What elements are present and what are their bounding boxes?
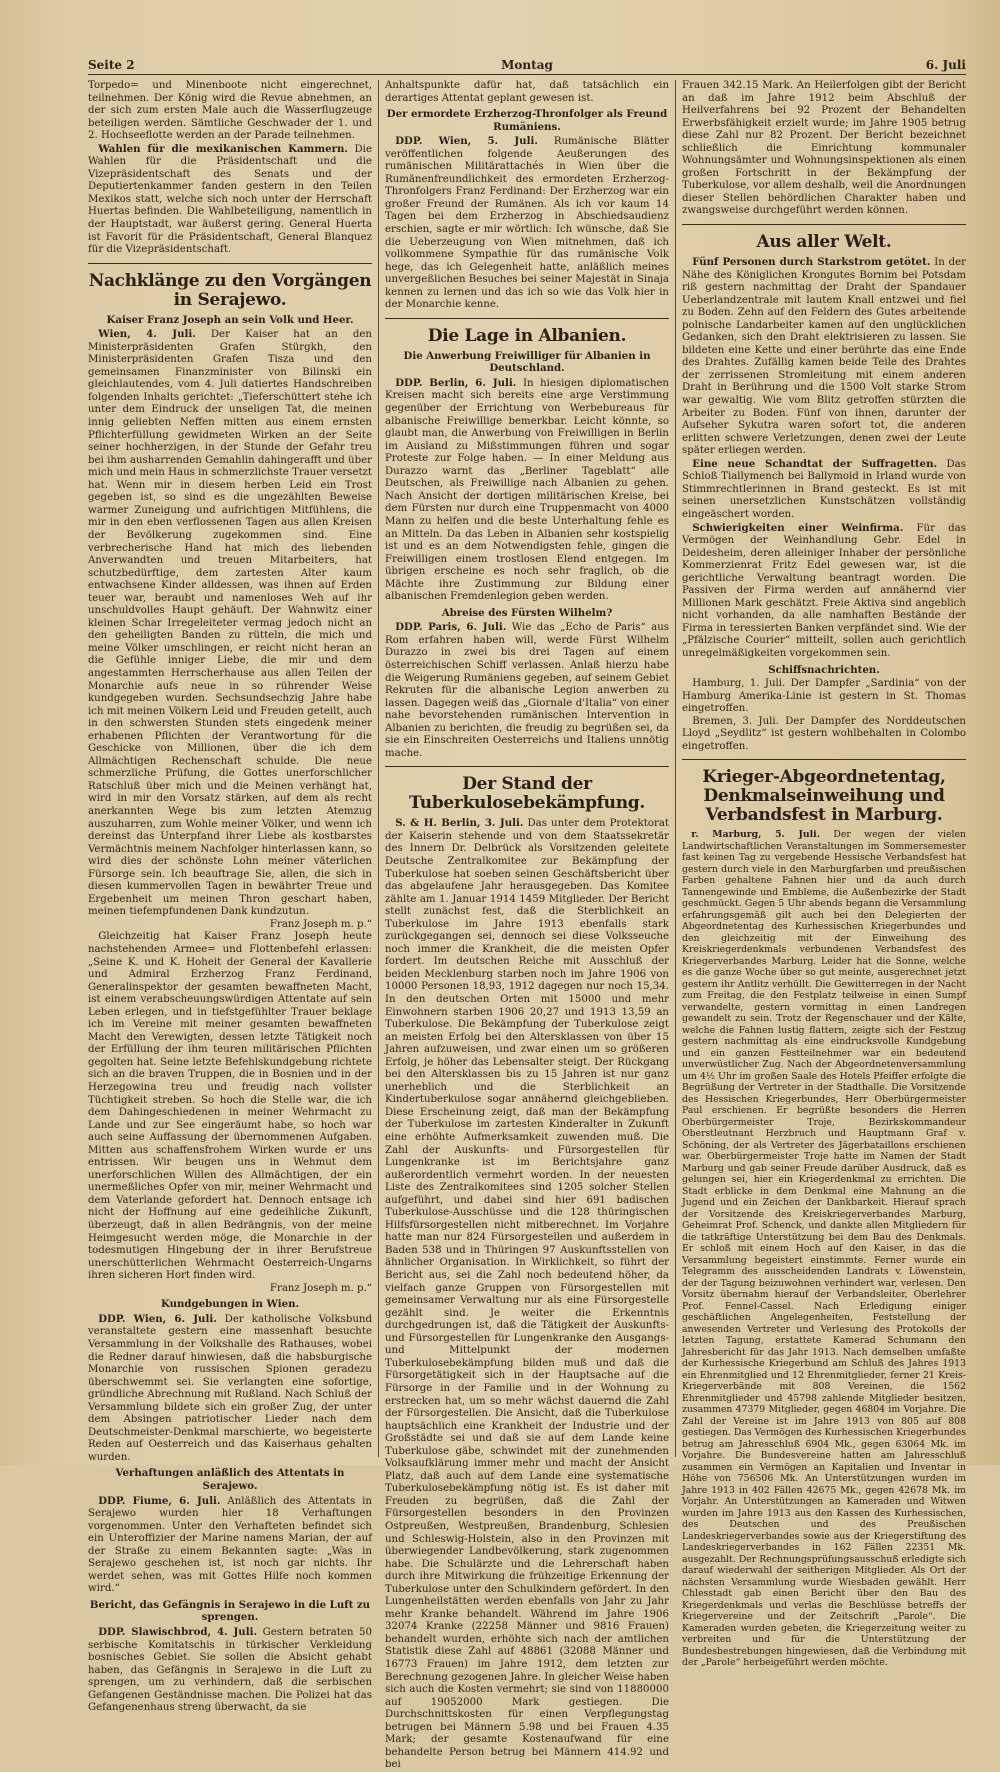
page-number: Seite 2 (88, 58, 135, 72)
weekday: Montag (501, 58, 553, 72)
article-fragment: Torpedo= und Minenboote nicht eingerechnet, teilnehmen. Der König wird die Revue abnehmen, an der sich zum ersten Male auch die Wasserflugzeuge beteiligen werden. Sämtliche Geschwader der 1. und 2. Hochseeflotte werden an der Parade teilnehmen. (88, 80, 372, 142)
headline-krieger: Krieger-Abgeordnetentag, Denkmalseinweihung und Verbandsfest in Marburg. (702, 767, 946, 826)
headline-serajewo: Nachklänge zu den Vorgängen in Serajewo. (88, 270, 372, 310)
headline-aus-aller-welt: Aus aller Welt. (756, 232, 892, 253)
signature: Franz Joseph m. p.“ (269, 1282, 372, 1294)
divider (385, 318, 669, 319)
article-kaiser: Wien, 4. Juli. Der Kaiser hat an den Ministerpräsidenten Grafen Stürgkh, den Ministerpräsidenten Grafen Tisza und den gemeinsamen Finanzminister von Bilinski ein gleichlautendes, vom 4. Juli datiertes Handschreiben folgenden Inhalts gerichtet: „Tieferschüttert stehe ich unter dem Eindruck der unseligen Tat, die meinen innig geliebten Neffen mitten aus einem ernsten Pflichterfüllung gewidmeten Wirken an der Seite seiner hochherzigen, in der Stunde der Gefahr treu bei ihm ausharrenden Gemahlin dahingerafft und über mich und mein Haus in schmerzlichste Trauer versetzt hat. Wenn mir in diesem herben Leid ein Trost gegeben ist, so sind es die ungezählten Beweise warmer Zuneigung und aufrichtigen Mitfühlens, die mir in den eben verflossenen Tagen aus allen Kreisen der Bevölkerung zugekommen sind. Eine verbrecherische Hand hat mich des liebenden Anverwandten und treuen Mitarbeiters, hat schutzbedürftige, dem zartesten Alter kaum entwachsene Kinder alldessen, was ihnen auf Erden teuer war, beraubt und namenloses Weh auf ihr unschuldvolles Haupt gehäuft. Der Wahnwitz einer kleinen Schar Irregeleiteter vermag jedoch nicht an den geheiligten Banden zu rütteln, die mich und meine Völker umschlingen, er reicht nicht heran an die Gefühle inniger Liebe, die mir und dem angestammten Herrscherhause aus allen Teilen der Monarchie aufs neue in so rührender Weise kundgegeben wurden. Sechsundsechzig Jahre habe ich mit meinen Völkern Leid und Freuden geteilt, auch in den schwersten Stunden stets eingedenk meiner erhabenen Pflichten der Verantwortung für die Geschicke von Millionen, über die ich dem Allmächtigen Rechenschaft schulde. Die neue schmerzliche Prüfung, die Gottes unerforschlicher Ratschluß über mich und die Meinen verhängt hat, wird in mir den Vorsatz stärken, auf dem als recht anerkannten Wege bis zum letzten Atemzug auszuharren, zum Wohle meiner Völker, und wenn ich dereinst das Unterpfand ihrer Liebe als kostbarstes Vermächtnis meinem Nachfolger hinterlassen kann, so wird dies der schönste Lohn meiner väterlichen Fürsorge sein. Ich beauftrage Sie, allen, die sich in diesen kummervollen Tagen in bewährter Treue und Ergebenheit um meinen Thron geschart haben, meinen tiefempfundenen Dank kundzutun. (88, 328, 372, 918)
article-verhaftungen: DDP. Fiume, 6. Juli. Anläßlich des Attentats in Serajewo wurden hier 18 Verhaftungen vorgenommen. Unter den Verhafteten befindet sich ein Unteroffizier der Marine namens Marian, der auf der Straße zu einem Bekannten sagte: „Was in Serajewo geschehen ist, ist noch gar nichts. Ihr werdet sehen, was mit Gottes Hilfe noch kommen wird.“ (88, 1494, 372, 1595)
subhead-kaiser: Kaiser Franz Joseph an sein Volk und Heer. (106, 313, 354, 326)
article-fragment: Frauen 342.15 Mark. An Heilerfolgen gibt der Bericht an daß im Jahre 1912 beim Abschluß der Heilverfahrens bei 92 Prozent der Behandelten Erwerbsfähigkeit erzielt wurde; im Jahre 1905 betrug diese Zahl nur 82 Prozent. Der Bericht bezeichnet schließlich die Einrichtung kommunaler Wohnungsämter und Wohnungsinspektionen als einen großen Fortschritt in der Bekämpfung der Tuberkulose, vor allem deshalb, weil die Anordnungen dieser Stellen behördlichen Charakter haben und zwangsweise durchgeführt werden können. (682, 80, 966, 217)
article-albanien: DDP. Berlin, 6. Juli. In hiesigen diplomatischen Kreisen macht sich bereits eine arge Verstimmung gegenüber der Errichtung von Werbebureaus für albanische Freiwillige bemerkbar. Leicht könnte, so glaubt man, die Anwerbung von Freiwilligen in Berlin im Ausland zu Mißstimmungen führen und sogar Proteste zur Folge haben. — In einer Meldung aus Durazzo warnt das „Berliner Tageblatt“ alle Deutschen, als Freiwillige nach Albanien zu gehen. Nach Ansicht der dortigen militärischen Kreise, bei dem Fürsten nur durch eine Truppenmacht von 4000 Mann zu helfen und die beste Unterhaltung fehle es an Mitteln. Da das Leben in Albanien sehr kostspielig ist und es an dem Notwendigsten fehle, gingen die Freiwilligen einem trostlosen Elend entgegen. Im übrigen erscheine es noch sehr fraglich, ob die Mächte ihre Zustimmung zur Bildung einer albanischen Fremdenlegion geben werden. (385, 376, 669, 603)
divider (88, 263, 372, 264)
article-bremen: Bremen, 3. Juli. Der Dampfer des Norddeutschen Lloyd „Seydlitz“ ist gestern wohlbehalten in Colombo eingetroffen. (682, 715, 966, 752)
article-starkstrom: Fünf Personen durch Starkstrom getötet. In der Nähe des Königlichen Krongutes Bornim bei Potsdam riß gestern nachmittag der Draht der Spandauer Ueberlandzentrale mit lautem Knall entzwei und fiel zu Boden. Zehn auf den Feldern des Gutes arbeitende polnische Landarbeiter kamen auf den unglücklichen Gedanken, sich den Draht elektrisieren zu lassen. Sie bildeten eine Kette und einer berührte das eine Ende des Drahtes. Zufällig kamen beide Teile des Drahtes der zerrissenen Stromleitung mit einem anderen Draht in Berührung und die 1500 Volt starke Strom war gewaltig. Wie vom Blitz getroffen stürzten die Arbeiter zu Boden. Fünf von ihnen, darunter der Aufseher Sykutra waren sofort tot, die anderen erlitten schwere Verletzungen, denen zwei der Leute später erliegen werden. (682, 256, 966, 457)
subhead-abreise: Abreise des Fürsten Wilhelm? (441, 606, 613, 619)
subhead-schiffsnachrichten: Schiffsnachrichten. (768, 663, 880, 676)
article-krieger: r. Marburg, 5. Juli. Der wegen der vielen Landwirtschaftlichen Veranstaltungen im Sommersemester fast keinen Tag zu vergebende Hessische Verbandsfest hat gestern durch viele in den Marburgfarben und preußischen Farben gehaltene Fahnen hier und da auch durch Tannengewinde und Embleme, die Außenbezirke der Stadt geschmückt. Gegen 5 Uhr abends begann die Versammlung erfahrungsgemäß gilt auch bei den Delegierten der Abgeordnetentag des Kurhessischen Kriegerbundes und den gleichzeitig mit der Einweihung des Kreiskriegerdenkmals verbundenen Verbandsfest des Kriegerverbandes Marburg. Leider hat die Sonne, welche es die ganze Woche über so gut meinte, ausgerechnet jetzt gestern ihr Antlitz verhüllt. Die Gewitterregen in der Nacht zum Freitag, die den Festplatz teilweise in einen Sumpf verwandelte, gestern vormittag in einen Landregen gewandelt zu sein. Trotz der Regenschauer und der Kälte, welche die Fahnen lustig flattern, zeigte sich der Festzug gestern nachmittag als eine eindrucksvolle Kundgebung und ein ganzen Festteilnehmer war ein bedeutend unverwüstlicher Zug. Nach der Abgeordnetenversammlung um 4½ Uhr im großen Saale des Hotels Pfeiffer erfolgte die Begrüßung der Vertreter in der Stadthalle. Die Vorsitzende des Hessischen Kriegerbundes, Herr Oberbürgermeister Paul erschienen. Er begrüßte besonders die Herren Oberbürgermeister Troje, Bezirkskommandeur Oberstleutnant Herzbruch und Hauptmann Graf v. Schöning, der als Vertreter des Jägerbataillons erschienen war. Oberbürgermeister Troje hatte im Namen der Stadt Marburg und gab seiner Freude darüber Ausdruck, daß es gelungen sei, hier ein Kriegerdenkmal zu errichten. Die Stadt erblicke in dem Denkmal eine Mahnung an die Jugend und ein Zeichen der Dankbarkeit. Hierauf sprach der Vorsitzende des Kreiskriegerverbandes Marburg, Geheimrat Prof. Schenck, und dankte allen Mitgliedern für die tatkräftige Unterstützung bei dem Bau des Denkmals. Er schloß mit einem Hoch auf den Kaiser, in das die Versammlung begeistert einstimmte. Ferner wurde ein Telegramm des ausscheidenden Landrats v. Löwenstein, der der Tagung beizuwohnen verhindert war, verlesen. Den Vorsitz übernahm hierauf der Verbandsleiter, Oberlehrer Prof. Fennel-Cassel. Nach Erledigung einiger geschäftlichen Angelegenheiten, Feststellung der anwesenden Vertreter und Verlesung des Protokolls der letzten Tagung, erstattete Kamerad Schumann den Jahresbericht für das Jahr 1913. Nach demselben umfaßte der Kurhessische Kriegerbund am Schluß des Jahres 1913 ein Ehrenmitglied und 12 Ehrenmitglieder, ferner 21 Kreis-Kriegerverbände mit 808 Vereinen, die 1562 Ehrenmitglieder und 45798 zahlende Mitglieder besitzen, zusammen 47379 Mitglieder, gegen 46804 im Vorjahre. Die Zahl der Vereine ist im Jahre 1913 von 805 auf 808 gestiegen. Das Vermögen des Kurhessischen Kriegerbundes betrug am Jahresschluß 6904 Mk., gegen 63064 Mk. im Vorjahre. Die Bundesvereine hatten am Jahresschluß zusammen ein Vermögen an Kapitalien und Inventar in Höhe von 756506 Mk. An Unterstützungen wurden im Jahre 1913 in 402 Fällen 42675 Mk., gegen 42678 Mk. im Vorjahr. An Unterstützungen an Kameraden und Witwen wurden im Jahre 1913 aus den Kassen des Kurhessischen, des Deutschen und des Preußischen Landeskriegerverbandes sowie aus der Kriegerstiftung des Landeskriegerverbandes in 162 Fällen 22351 Mk. ausgezahlt. Der Rechnungsprüfungsausschuß erledigte sich darauf wiederwahl der seitherigen Mitglieder. Als Ort der nächsten Versammlung wurde Wiesbaden gewählt. Herr Chlesstadt gab einen Bericht über den Bau des Kriegerdenkmals und verlas die Beschlüsse betreffs der Kriegervereine und der Zeitschrift „Parole“. Die Kameraden wurden gebeten, die Kriegerzeitung weiter zu verbreiten und für die Unterstützung der Bundesbestrebungen hingewiesen, daß die Verbindung mit der „Parole“ herbeigeführt werden möchte. (682, 829, 966, 1669)
subhead-erzherzog: Der ermordete Erzherzog-Thronfolger als Freund Rumäniens. (386, 108, 668, 133)
subhead-kundgebungen: Kundgebungen in Wien. (160, 1298, 300, 1311)
article-hamburg: Hamburg, 1. Juli. Der Dampfer „Sardinia“ von der Hamburg Amerika-Linie ist gestern in St. Thomas eingetroffen. (682, 678, 966, 715)
article-armee: Gleichzeitig hat Kaiser Franz Joseph heute nachstehenden Armee= und Flottenbefehl erlassen: „Seine K. und K. Hoheit der General der Kavallerie und Admiral Erzherzog Franz Ferdinand, Generalinspektor der gesamten bewaffneten Macht, ist einem verabscheuungswürdigen Attentate auf sein Leben erlegen, und in tiefstgefühlter Trauer beklage ich im Vereine mit meiner gesamten bewaffneten Macht den Verewigten, dessen letzte Tätigkeit noch der Erfüllung der ihm teuren militärischen Pflichten gegolten hat. Seine letzte Befehlskundgebung richtete sich an die braven Truppen, die in Bosnien und in der Herzegowina treu und freudig nach vollster Tüchtigkeit streben. So hoch die Stelle war, die ich dem Dahingeschiedenen in meiner Wehrmacht zu Lande und zur See eingeräumt habe, so hoch war auch seine Auffassung der übernommenen Aufgaben. Mitten aus schaffensfrohem Wirken wurde er uns entrissen. Wir beugen uns in Wehmut dem unerforschlichen Willen des Allmächtigen, der ein unermeßliches Opfer von mir, meiner Wehrmacht und dem Vaterlande gefordert hat. Dennoch entsage ich nicht der Hoffnung auf eine gedeihliche Zukunft, überzeugt, daß in allen Bedrängnis, von der meine Heimgesucht werden möge, die Monarchie in der todesmutigen Hingebung der in ihrer Berufstreue unerschütterlichen Wehrmacht Oesterreich-Ungarns ihren sicheren Hort finden wird. (88, 931, 372, 1282)
column-divider (675, 80, 676, 1457)
subhead-verhaftungen: Verhaftungen anläßlich des Attentats in Serajewo. (115, 1467, 345, 1492)
column-1 (88, 80, 373, 1714)
article-kundgebungen: DDP. Wien, 6. Juli. Der katholische Volksbund veranstaltete gestern eine massenhaft besuchte Versammlung in der Volkshalle des Rathauses, wobei die Redner darauf hinwiesen, daß die habsburgische Monarchie von russischen Spionen geradezu überschwemmt sei. Sie verlangten eine sofortige, gründliche Abrechnung mit Rußland. Nach Schluß der Versammlung bildete sich ein großer Zug, der unter dem Absingen patriotischer Lieder nach dem Deutschmeister-Denkmal marschierte, wo begeisterte Reden auf Oesterreich und das Kaiserhaus gehalten wurden. (88, 1312, 373, 1463)
article-weinfirma: Schwierigkeiten einer Weinfirma. Für das Vermögen der Weinhandlung Gebr. Edel in Deidesheim, deren alleiniger Inhaber der persönliche Kommerzienrat Fritz Edel gewesen war, ist die gerichtliche Verwaltung beantragt worden. Die Passiven der Firma werden auf annähernd vier Millionen Mark geschätzt. Freie Aktiva sind angeblich nicht vorhanden, da alle namhaften Bestände der Firma in teressierten Banken verpfändet sind. Wie der „Pfälzische Courier“ mitteilt, sollen auch gerichtlich unregelmäßigkeiten vorgekommen sein. (682, 521, 966, 659)
headline-tuberkulose: Der Stand der Tuberkulosebekämpfung. (408, 774, 646, 814)
divider (385, 766, 669, 767)
article-erzherzog: DDP. Wien, 5. Juli. Rumänische Blätter veröffentlichen folgende Aeußerungen des rumänischen Militärattachés in Wien über die Rumänenfreundlichkeit des ermordeten Erzherzog-Thronfolgers Franz Ferdinand: Der Erzherzog war ein großer Freund der Rumänen. Als ich vor kaum 14 Tagen bei dem Erzherzog in Abschiedsaudienz erschien, sagte er mir wörtlich: Ich wünsche, daß Sie die Ueberzeugung von Wien mitnehmen, daß ich vollkommene Sympathie für das rumänische Volk hege, das ich Gelegenheit hatte, anläßlich meines unvergeßlichen Besuches bei seiner Majestät in Sinaja kennen zu lernen und das ich so wie das Volk hier in der Monarchie kenne. (385, 135, 669, 311)
article-fragment: Anhaltspunkte dafür hat, daß tatsächlich ein derartiges Attentat geplant gewesen ist. (385, 80, 669, 104)
columns (88, 80, 966, 1771)
divider (682, 759, 966, 760)
headline-albanien: Die Lage in Albanien. (427, 325, 627, 346)
signature: Franz Joseph m. p.“ (269, 918, 372, 930)
subhead-gefaengnis: Bericht, das Gefängnis in Serajewo in die Luft zu sprengen. (89, 1598, 371, 1624)
article-tuberkulose: S. & H. Berlin, 3. Juli. Das unter dem Protektorat der Kaiserin stehende und von dem Staatssekretär des Innern Dr. Delbrück als Vorsitzenden geleitete Deutsche Zentralkomitee zur Bekämpfung der Tuberkulose hat soeben seinen Geschäftsbericht über das abgelaufene Jahr herausgegeben. Das Komitee zählte am 1. Januar 1914 1459 Mitglieder. Der Bericht stellt zunächst fest, daß die Sterblichkeit an Tuberkulose im Jahre 1913 ebenfalls stark zurückgegangen sei, dennoch sei diese Volksseuche noch immer die Krankheit, die die meisten Opfer fordert. Im deutschen Reiche mit Ausschluß der beiden Mecklenburg starben noch im Jahre 1906 von 10000 Personen 18,93, 1912 dagegen nur noch 15,34. In den deutschen Orten mit 15000 und mehr Einwohnern starben 1906 20,27 und 1913 13,59 an Tuberkulose. Die Bekämpfung der Tuberkulose zeigt an meisten Erfolg bei den Altersklassen von über 15 Jahren aufzuweisen, und zwar einen um so größeren Erfolg, je höher das Lebensalter steigt. Der Rückgang bei den Altersklassen bis zu 15 Jahren ist nur ganz unerheblich und die Sterblichkeit an Kindertuberkulose sogar annähernd gleichgeblieben. Diese Erscheinung zeigt, daß man der Bekämpfung der Tuberkulose im zartesten Kinderalter in Zukunft eine erhöhte Aufmerksamkeit zuwenden muß. Die Zahl der Auskunfts- und Fürsorgestellen für Lungenkranke ist im Berichtsjahre ganz außerordentlich vermehrt worden. In der neuesten Liste des Zentralkomitees sind 1205 solcher Stellen aufgeführt, und dabei sind hier 691 badischen Tuberkulose-Ausschüsse und die 128 thüringischen Hilfsfürsorgestellen nicht mitberechnet. Im Vorjahre hatte man nur 824 Fürsorgestellen und außerdem in Baden 538 und in Thüringen 97 Auskunftsstellen von ähnlicher Organisation. In Wirklichkeit, so führt der Bericht aus, sei die Zahl noch bedeutend höher, da vielfach ganze Gruppen von Fürsorgestellen mit gemeinsamer Verwaltung nur als eine Fürsorgestelle gezählt sind. Je weiter die Erkenntnis durchgedrungen ist, daß die Tätigkeit der Auskunfts- und Fürsorgestellen für Lungenkranke den Ausgangs- und Mittelpunkt der modernen Tuberkulosebekämpfung bilden muß und daß die Fürsorgetätigkeit sich in der Hauptsache auf die Fürsorge in der Familie und in der Wohnung zu erstrecken hat, um so mehr wächst dauernd die Zahl der Fürsorgestellen. Die Ansicht, daß die Tuberkulose hauptsächlich eine Krankheit der Industrie und der Großstädte sei und daß sie auf dem Lande keine Tuberkulose gäbe, schwindet mit der zunehmenden Volksaufklärung immer mehr und macht der Ansicht Platz, daß auch auf dem Lande eine systematische Tuberkulosebekämpfung nötig ist. Es ist daher mit Freuden zu begrüßen, daß die Zahl der Fürsorgestellen besonders in den Provinzen Ostpreußen, Westpreußen, Brandenburg, Schlesien und Schleswig-Holstein, also in den Provinzen mit überwiegender Landbevölkerung, stark zugenommen habe. Die Schulärzte und die Lehrerschaft haben durch ihre Mitwirkung die frühzeitige Erkennung der Tuberkulose unter den Schulkindern gefördert. In den Lungenheilstätten werden ebenfalls von Jahr zu Jahr mehr Kranke behandelt. Während im Jahre 1906 32074 Kranke (22258 Männer und 9816 Frauen) behandelt wurden, erhöhte sich nach der amtlichen Statistik diese Zahl auf 48861 (32088 Männer und 16773 Frauen) im Jahre 1912, dem letzten zur Berechnung gezogenen Jahre. In gleicher Weise haben sich auch die Kosten vermehrt; sie sind von 11880000 auf 19052000 Mark gestiegen. Die Durchschnittskosten für einen Verpflegungstag betrugen bei Männern 5.98 und bei Frauen 4.35 Mark; der gesamte Kostenaufwand für eine behandelte Person betrug bei Männern 414.92 und bei (385, 817, 669, 1771)
column-divider (378, 80, 379, 1457)
column-2 (385, 80, 669, 1771)
article-gefaengnis: DDP. Slawischbrod, 4. Juli. Gestern betraten 50 serbische Komitatschis in türkischer Verkleidung bosnisches Gebiet. Sie sollen die Absicht gehabt haben, das Gefängnis in Serajewo in die Luft zu sprengen, um zu verhindern, daß die serbischen Gefangenen Geständnisse machen. Die Polizei hat das Gefangenenhaus streng überwacht, da sie (88, 1625, 372, 1714)
article-mexico: Wahlen für die mexikanischen Kammern. Die Wahlen für die Präsidentschaft und die Vizepräsidentschaft des Senats und der Deputiertenkammer fanden gestern in den Teilen Mexikos statt, welche sich noch unter der Herrschaft Huertas befinden. Die Wahlbeteiligung, namentlich in der Hauptstadt, war äußerst gering. General Huerta ist Favorit für die Präsidentschaft, General Blanquez für die Vizepräsidentschaft. (88, 142, 372, 256)
divider (682, 224, 966, 225)
column-3 (682, 80, 966, 1669)
article-suffragetten: Eine neue Schandtat der Suffragetten. Das Schloß Tiallymench bei Ballymoid in Irland wurde von Stimmrechtlerinnen in Brand gesteckt. Es ist mit seinen unersetzlichen Kunstschätzen vollständig eingeäschert worden. (682, 457, 966, 520)
issue-date: 6. Juli (925, 58, 966, 72)
page-header (88, 58, 966, 75)
article-abreise: DDP. Paris, 6. Juli. Wie das „Echo de Paris“ aus Rom erfahren haben will, werde Fürst Wilhelm Durazzo in zwei bis drei Tagen auf einem österreichischen Schiff verlassen. Anlaß hierzu habe die Weigerung Rumäniens gegeben, auf seinem Gebiet Rekruten für die albanische Legion anwerben zu lassen. Dagegen weiß das „Giornale d'Italia“ von einer nahe bevorstehenden rumänischen Intervention in Albanien zu berichten, die freudig zu begrüßen sei, da sie ein Einschreiten Oesterreichs und Italiens unnötig mache. (385, 621, 669, 759)
subhead-anwerbung: Die Anwerbung Freiwilliger für Albanien in Deutschland. (403, 349, 651, 375)
